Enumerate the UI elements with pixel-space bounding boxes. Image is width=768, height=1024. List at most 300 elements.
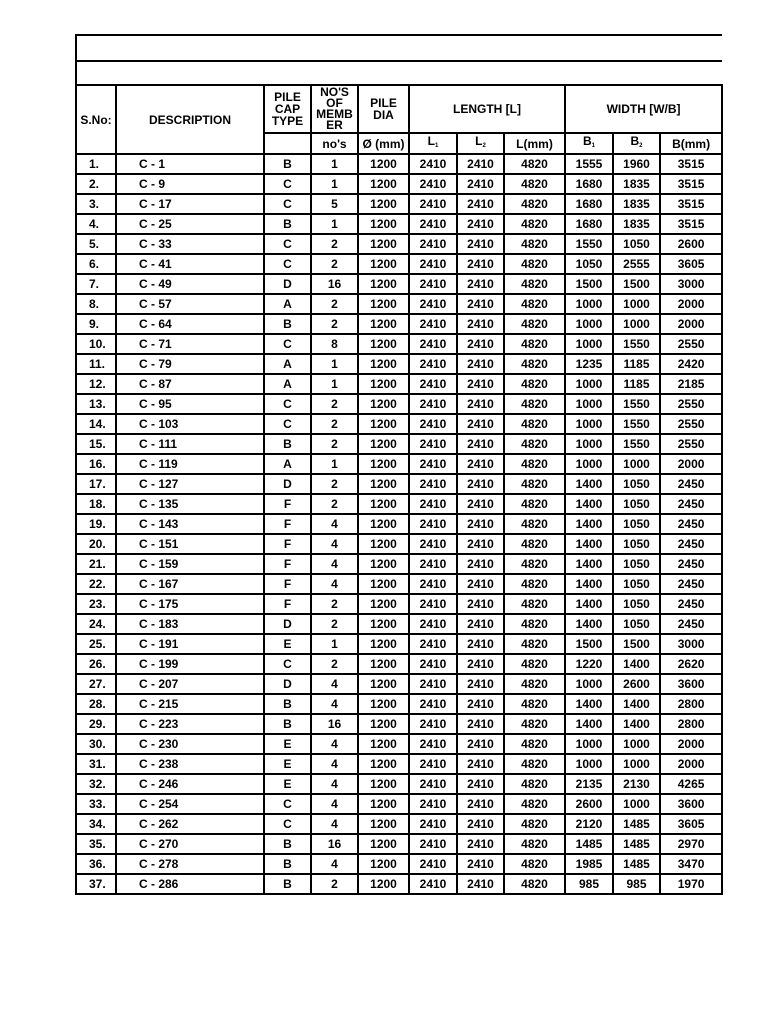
header-l1 bbox=[409, 133, 457, 154]
table-row bbox=[76, 874, 722, 894]
cell-b2: 1050 bbox=[613, 494, 660, 514]
table-row bbox=[76, 154, 722, 174]
cell-description: C - 41 bbox=[116, 254, 264, 274]
cell-pile-dia: 1200 bbox=[358, 674, 409, 694]
cell-b2: 1835 bbox=[613, 214, 660, 234]
cell-l1: 2410 bbox=[409, 194, 457, 214]
cell-nos: 16 bbox=[311, 714, 358, 734]
cell-b1: 1680 bbox=[565, 194, 613, 214]
cell-description: C - 135 bbox=[116, 494, 264, 514]
cell-b1: 1000 bbox=[565, 314, 613, 334]
header-pile-dia bbox=[358, 85, 409, 133]
cell-sno: 23. bbox=[76, 594, 116, 614]
cell-l1: 2410 bbox=[409, 594, 457, 614]
cell-l-mm: 4820 bbox=[504, 314, 565, 334]
cell-l-mm: 4820 bbox=[504, 434, 565, 454]
cell-b-mm: 2600 bbox=[660, 234, 722, 254]
cell-b-mm: 2970 bbox=[660, 834, 722, 854]
cell-b-mm: 2450 bbox=[660, 594, 722, 614]
cell-pile-cap-type: E bbox=[264, 734, 311, 754]
cell-sno: 3. bbox=[76, 194, 116, 214]
cell-l1: 2410 bbox=[409, 474, 457, 494]
cell-l2: 2410 bbox=[457, 574, 504, 594]
cell-pile-cap-type: F bbox=[264, 514, 311, 534]
header-pile-cap-type-line-3: TYPE bbox=[271, 114, 304, 128]
subtitle-cell bbox=[76, 61, 722, 85]
cell-nos: 2 bbox=[311, 474, 358, 494]
cell-sno: 2. bbox=[76, 174, 116, 194]
cell-pile-cap-type: B bbox=[264, 834, 311, 854]
cell-b1: 1400 bbox=[565, 494, 613, 514]
cell-l-mm: 4820 bbox=[504, 394, 565, 414]
cell-pile-cap-type: B bbox=[264, 714, 311, 734]
cell-description: C - 9 bbox=[116, 174, 264, 194]
cell-b2: 1835 bbox=[613, 194, 660, 214]
header-l2 bbox=[457, 133, 504, 154]
cell-b2: 1185 bbox=[613, 374, 660, 394]
header-pile-cap-type-line-1: PILE bbox=[274, 90, 301, 104]
cell-sno: 10. bbox=[76, 334, 116, 354]
table-row bbox=[76, 354, 722, 374]
cell-b2: 1500 bbox=[613, 274, 660, 294]
cell-pile-dia: 1200 bbox=[358, 634, 409, 654]
cell-l2: 2410 bbox=[457, 534, 504, 554]
cell-l2: 2410 bbox=[457, 334, 504, 354]
cell-l2: 2410 bbox=[457, 294, 504, 314]
cell-description: C - 159 bbox=[116, 554, 264, 574]
cell-sno: 33. bbox=[76, 794, 116, 814]
cell-b1: 1400 bbox=[565, 694, 613, 714]
cell-b-mm: 2000 bbox=[660, 294, 722, 314]
header-b2-sub: 2 bbox=[639, 143, 643, 149]
cell-pile-dia: 1200 bbox=[358, 374, 409, 394]
cell-b1: 1400 bbox=[565, 534, 613, 554]
cell-l-mm: 4820 bbox=[504, 294, 565, 314]
cell-pile-dia: 1200 bbox=[358, 774, 409, 794]
cell-b-mm: 2550 bbox=[660, 414, 722, 434]
cell-nos: 2 bbox=[311, 314, 358, 334]
cell-pile-dia: 1200 bbox=[358, 814, 409, 834]
cell-b1: 1485 bbox=[565, 834, 613, 854]
header-l2-sub: 2 bbox=[482, 143, 486, 149]
header-l-mm: L(mm) bbox=[504, 133, 565, 154]
cell-pile-cap-type: B bbox=[264, 434, 311, 454]
cell-description: C - 215 bbox=[116, 694, 264, 714]
cell-pile-cap-type: B bbox=[264, 154, 311, 174]
cell-b-mm: 3605 bbox=[660, 254, 722, 274]
cell-b1: 1000 bbox=[565, 454, 613, 474]
cell-pile-dia: 1200 bbox=[358, 254, 409, 274]
cell-nos: 4 bbox=[311, 854, 358, 874]
cell-description: C - 199 bbox=[116, 654, 264, 674]
header-width: WIDTH [W/B] bbox=[565, 85, 722, 133]
cell-pile-cap-type: D bbox=[264, 614, 311, 634]
cell-l1: 2410 bbox=[409, 694, 457, 714]
cell-b-mm: 3515 bbox=[660, 154, 722, 174]
cell-b-mm: 2550 bbox=[660, 394, 722, 414]
header-pile-cap-type-cont bbox=[264, 133, 311, 154]
cell-b2: 1550 bbox=[613, 394, 660, 414]
cell-nos: 2 bbox=[311, 594, 358, 614]
cell-b1: 1000 bbox=[565, 374, 613, 394]
header-sno: S.No: bbox=[76, 85, 116, 154]
cell-l2: 2410 bbox=[457, 274, 504, 294]
table-row bbox=[76, 754, 722, 774]
cell-l-mm: 4820 bbox=[504, 414, 565, 434]
table-row bbox=[76, 474, 722, 494]
cell-l-mm: 4820 bbox=[504, 754, 565, 774]
cell-b1: 1000 bbox=[565, 294, 613, 314]
cell-sno: 24. bbox=[76, 614, 116, 634]
cell-pile-cap-type: B bbox=[264, 854, 311, 874]
cell-pile-dia: 1200 bbox=[358, 494, 409, 514]
cell-nos: 4 bbox=[311, 534, 358, 554]
header-l1-sub: 1 bbox=[435, 143, 439, 149]
cell-b2: 1000 bbox=[613, 294, 660, 314]
cell-l1: 2410 bbox=[409, 274, 457, 294]
table-row bbox=[76, 734, 722, 754]
cell-description: C - 127 bbox=[116, 474, 264, 494]
cell-l1: 2410 bbox=[409, 354, 457, 374]
cell-nos: 4 bbox=[311, 794, 358, 814]
cell-l2: 2410 bbox=[457, 794, 504, 814]
cell-b2: 985 bbox=[613, 874, 660, 894]
cell-nos: 1 bbox=[311, 354, 358, 374]
cell-l2: 2410 bbox=[457, 474, 504, 494]
cell-b1: 1500 bbox=[565, 274, 613, 294]
cell-l2: 2410 bbox=[457, 614, 504, 634]
header-l2-label: L bbox=[475, 134, 483, 148]
cell-l2: 2410 bbox=[457, 454, 504, 474]
cell-b2: 1000 bbox=[613, 454, 660, 474]
cell-l1: 2410 bbox=[409, 314, 457, 334]
cell-b-mm: 2800 bbox=[660, 694, 722, 714]
cell-pile-dia: 1200 bbox=[358, 734, 409, 754]
cell-b-mm: 2450 bbox=[660, 494, 722, 514]
cell-l1: 2410 bbox=[409, 674, 457, 694]
cell-nos: 2 bbox=[311, 494, 358, 514]
cell-pile-cap-type: A bbox=[264, 294, 311, 314]
cell-pile-dia: 1200 bbox=[358, 614, 409, 634]
cell-pile-cap-type: F bbox=[264, 574, 311, 594]
cell-b-mm: 3600 bbox=[660, 674, 722, 694]
cell-b2: 1050 bbox=[613, 474, 660, 494]
cell-b1: 1680 bbox=[565, 174, 613, 194]
cell-l2: 2410 bbox=[457, 434, 504, 454]
cell-b-mm: 2185 bbox=[660, 374, 722, 394]
cell-sno: 4. bbox=[76, 214, 116, 234]
table-row bbox=[76, 454, 722, 474]
cell-b2: 2555 bbox=[613, 254, 660, 274]
cell-l2: 2410 bbox=[457, 714, 504, 734]
subtitle-row bbox=[76, 61, 722, 85]
cell-b2: 1050 bbox=[613, 554, 660, 574]
cell-b1: 1000 bbox=[565, 414, 613, 434]
cell-l-mm: 4820 bbox=[504, 194, 565, 214]
cell-pile-dia: 1200 bbox=[358, 194, 409, 214]
cell-b-mm: 3515 bbox=[660, 194, 722, 214]
cell-description: C - 17 bbox=[116, 194, 264, 214]
cell-nos: 4 bbox=[311, 674, 358, 694]
cell-b1: 1400 bbox=[565, 714, 613, 734]
cell-b2: 1050 bbox=[613, 514, 660, 534]
cell-b1: 1220 bbox=[565, 654, 613, 674]
cell-l-mm: 4820 bbox=[504, 814, 565, 834]
cell-description: C - 64 bbox=[116, 314, 264, 334]
header-nos-line-3: MEMB bbox=[316, 107, 353, 121]
cell-l-mm: 4820 bbox=[504, 254, 565, 274]
cell-b2: 1400 bbox=[613, 694, 660, 714]
cell-b1: 1000 bbox=[565, 674, 613, 694]
cell-sno: 34. bbox=[76, 814, 116, 834]
table-row bbox=[76, 774, 722, 794]
cell-nos: 16 bbox=[311, 834, 358, 854]
table-row bbox=[76, 514, 722, 534]
cell-pile-dia: 1200 bbox=[358, 414, 409, 434]
cell-nos: 4 bbox=[311, 514, 358, 534]
cell-description: C - 286 bbox=[116, 874, 264, 894]
cell-description: C - 278 bbox=[116, 854, 264, 874]
cell-l2: 2410 bbox=[457, 634, 504, 654]
cell-l1: 2410 bbox=[409, 714, 457, 734]
table-row bbox=[76, 534, 722, 554]
cell-l-mm: 4820 bbox=[504, 874, 565, 894]
cell-l1: 2410 bbox=[409, 414, 457, 434]
cell-b1: 2600 bbox=[565, 794, 613, 814]
cell-b-mm: 2420 bbox=[660, 354, 722, 374]
cell-nos: 4 bbox=[311, 754, 358, 774]
cell-l2: 2410 bbox=[457, 394, 504, 414]
cell-l2: 2410 bbox=[457, 314, 504, 334]
cell-sno: 27. bbox=[76, 674, 116, 694]
cell-l-mm: 4820 bbox=[504, 474, 565, 494]
cell-sno: 7. bbox=[76, 274, 116, 294]
cell-nos: 1 bbox=[311, 374, 358, 394]
cell-b2: 1050 bbox=[613, 234, 660, 254]
cell-l1: 2410 bbox=[409, 554, 457, 574]
cell-b2: 1485 bbox=[613, 854, 660, 874]
cell-l2: 2410 bbox=[457, 814, 504, 834]
table-row bbox=[76, 714, 722, 734]
cell-b2: 1500 bbox=[613, 634, 660, 654]
cell-pile-cap-type: C bbox=[264, 174, 311, 194]
cell-description: C - 119 bbox=[116, 454, 264, 474]
cell-b-mm: 2450 bbox=[660, 574, 722, 594]
cell-pile-dia: 1200 bbox=[358, 274, 409, 294]
cell-sno: 19. bbox=[76, 514, 116, 534]
cell-l1: 2410 bbox=[409, 494, 457, 514]
header-nos-line-1: NO'S bbox=[320, 85, 349, 99]
table-row bbox=[76, 854, 722, 874]
cell-pile-cap-type: B bbox=[264, 314, 311, 334]
cell-pile-cap-type: C bbox=[264, 654, 311, 674]
cell-sno: 5. bbox=[76, 234, 116, 254]
cell-l2: 2410 bbox=[457, 774, 504, 794]
cell-nos: 5 bbox=[311, 194, 358, 214]
cell-l2: 2410 bbox=[457, 194, 504, 214]
cell-sno: 12. bbox=[76, 374, 116, 394]
cell-l1: 2410 bbox=[409, 514, 457, 534]
cell-l1: 2410 bbox=[409, 794, 457, 814]
title-cell bbox=[76, 35, 722, 61]
table-row bbox=[76, 814, 722, 834]
cell-b1: 1000 bbox=[565, 334, 613, 354]
cell-description: C - 87 bbox=[116, 374, 264, 394]
cell-l2: 2410 bbox=[457, 874, 504, 894]
cell-pile-cap-type: B bbox=[264, 694, 311, 714]
cell-b2: 1835 bbox=[613, 174, 660, 194]
cell-pile-cap-type: D bbox=[264, 674, 311, 694]
cell-b2: 1000 bbox=[613, 734, 660, 754]
table-row bbox=[76, 334, 722, 354]
cell-nos: 2 bbox=[311, 394, 358, 414]
cell-l2: 2410 bbox=[457, 514, 504, 534]
cell-l2: 2410 bbox=[457, 594, 504, 614]
cell-b-mm: 2450 bbox=[660, 554, 722, 574]
cell-l-mm: 4820 bbox=[504, 354, 565, 374]
cell-description: C - 175 bbox=[116, 594, 264, 614]
header-b2 bbox=[613, 133, 660, 154]
table-row bbox=[76, 294, 722, 314]
header-nos-unit: no's bbox=[311, 133, 358, 154]
cell-nos: 2 bbox=[311, 614, 358, 634]
cell-b2: 1050 bbox=[613, 574, 660, 594]
cell-description: C - 262 bbox=[116, 814, 264, 834]
cell-b-mm: 2550 bbox=[660, 334, 722, 354]
cell-b2: 1485 bbox=[613, 814, 660, 834]
cell-l2: 2410 bbox=[457, 174, 504, 194]
cell-pile-dia: 1200 bbox=[358, 514, 409, 534]
cell-l1: 2410 bbox=[409, 774, 457, 794]
cell-l-mm: 4820 bbox=[504, 854, 565, 874]
cell-sno: 17. bbox=[76, 474, 116, 494]
cell-l1: 2410 bbox=[409, 874, 457, 894]
cell-description: C - 49 bbox=[116, 274, 264, 294]
cell-b-mm: 3515 bbox=[660, 174, 722, 194]
cell-pile-dia: 1200 bbox=[358, 354, 409, 374]
cell-b-mm: 2000 bbox=[660, 734, 722, 754]
cell-b-mm: 2450 bbox=[660, 614, 722, 634]
cell-sno: 29. bbox=[76, 714, 116, 734]
table-row bbox=[76, 674, 722, 694]
cell-description: C - 111 bbox=[116, 434, 264, 454]
cell-nos: 1 bbox=[311, 454, 358, 474]
cell-l2: 2410 bbox=[457, 374, 504, 394]
cell-l-mm: 4820 bbox=[504, 594, 565, 614]
cell-sno: 20. bbox=[76, 534, 116, 554]
cell-pile-dia: 1200 bbox=[358, 654, 409, 674]
cell-pile-cap-type: B bbox=[264, 874, 311, 894]
cell-pile-dia: 1200 bbox=[358, 534, 409, 554]
cell-l2: 2410 bbox=[457, 554, 504, 574]
cell-b-mm: 2000 bbox=[660, 454, 722, 474]
cell-description: C - 254 bbox=[116, 794, 264, 814]
table-row bbox=[76, 654, 722, 674]
cell-b1: 1555 bbox=[565, 154, 613, 174]
cell-b-mm: 3000 bbox=[660, 274, 722, 294]
cell-description: C - 230 bbox=[116, 734, 264, 754]
cell-pile-cap-type: F bbox=[264, 594, 311, 614]
cell-b1: 2120 bbox=[565, 814, 613, 834]
cell-l2: 2410 bbox=[457, 234, 504, 254]
cell-sno: 18. bbox=[76, 494, 116, 514]
cell-pile-dia: 1200 bbox=[358, 874, 409, 894]
cell-b2: 1050 bbox=[613, 534, 660, 554]
cell-nos: 2 bbox=[311, 234, 358, 254]
cell-nos: 1 bbox=[311, 154, 358, 174]
cell-pile-dia: 1200 bbox=[358, 234, 409, 254]
cell-nos: 4 bbox=[311, 774, 358, 794]
cell-b1: 1235 bbox=[565, 354, 613, 374]
cell-l-mm: 4820 bbox=[504, 514, 565, 534]
cell-sno: 14. bbox=[76, 414, 116, 434]
cell-b2: 2600 bbox=[613, 674, 660, 694]
cell-nos: 4 bbox=[311, 574, 358, 594]
cell-l1: 2410 bbox=[409, 634, 457, 654]
header-b1-label: B bbox=[582, 134, 592, 148]
cell-l2: 2410 bbox=[457, 734, 504, 754]
header-dia-unit: Ø (mm) bbox=[358, 133, 409, 154]
cell-b-mm: 2800 bbox=[660, 714, 722, 734]
cell-description: C - 223 bbox=[116, 714, 264, 734]
cell-b-mm: 3600 bbox=[660, 794, 722, 814]
cell-pile-dia: 1200 bbox=[358, 554, 409, 574]
cell-b-mm: 2550 bbox=[660, 434, 722, 454]
cell-nos: 2 bbox=[311, 414, 358, 434]
cell-pile-dia: 1200 bbox=[358, 334, 409, 354]
header-b-mm: B(mm) bbox=[660, 133, 722, 154]
cell-nos: 1 bbox=[311, 634, 358, 654]
cell-description: C - 57 bbox=[116, 294, 264, 314]
cell-l-mm: 4820 bbox=[504, 734, 565, 754]
cell-l-mm: 4820 bbox=[504, 634, 565, 654]
cell-pile-dia: 1200 bbox=[358, 474, 409, 494]
cell-b-mm: 2450 bbox=[660, 514, 722, 534]
cell-l-mm: 4820 bbox=[504, 674, 565, 694]
cell-b-mm: 3515 bbox=[660, 214, 722, 234]
cell-b2: 1960 bbox=[613, 154, 660, 174]
cell-l2: 2410 bbox=[457, 214, 504, 234]
cell-sno: 31. bbox=[76, 754, 116, 774]
cell-l1: 2410 bbox=[409, 854, 457, 874]
cell-pile-dia: 1200 bbox=[358, 434, 409, 454]
cell-pile-dia: 1200 bbox=[358, 174, 409, 194]
cell-l1: 2410 bbox=[409, 254, 457, 274]
cell-b1: 1050 bbox=[565, 254, 613, 274]
cell-b1: 985 bbox=[565, 874, 613, 894]
cell-pile-dia: 1200 bbox=[358, 854, 409, 874]
cell-sno: 6. bbox=[76, 254, 116, 274]
cell-l1: 2410 bbox=[409, 394, 457, 414]
cell-pile-cap-type: B bbox=[264, 214, 311, 234]
cell-b2: 1000 bbox=[613, 794, 660, 814]
cell-l2: 2410 bbox=[457, 674, 504, 694]
table-row bbox=[76, 414, 722, 434]
cell-nos: 8 bbox=[311, 334, 358, 354]
cell-l-mm: 4820 bbox=[504, 534, 565, 554]
header-nos-line-2: OF bbox=[326, 96, 343, 110]
cell-pile-dia: 1200 bbox=[358, 574, 409, 594]
cell-l-mm: 4820 bbox=[504, 694, 565, 714]
cell-description: C - 95 bbox=[116, 394, 264, 414]
cell-description: C - 191 bbox=[116, 634, 264, 654]
cell-b1: 1400 bbox=[565, 554, 613, 574]
header-length: LENGTH [L] bbox=[409, 85, 565, 133]
cell-pile-cap-type: A bbox=[264, 454, 311, 474]
cell-b1: 1400 bbox=[565, 574, 613, 594]
cell-b2: 1050 bbox=[613, 614, 660, 634]
cell-b1: 1400 bbox=[565, 474, 613, 494]
